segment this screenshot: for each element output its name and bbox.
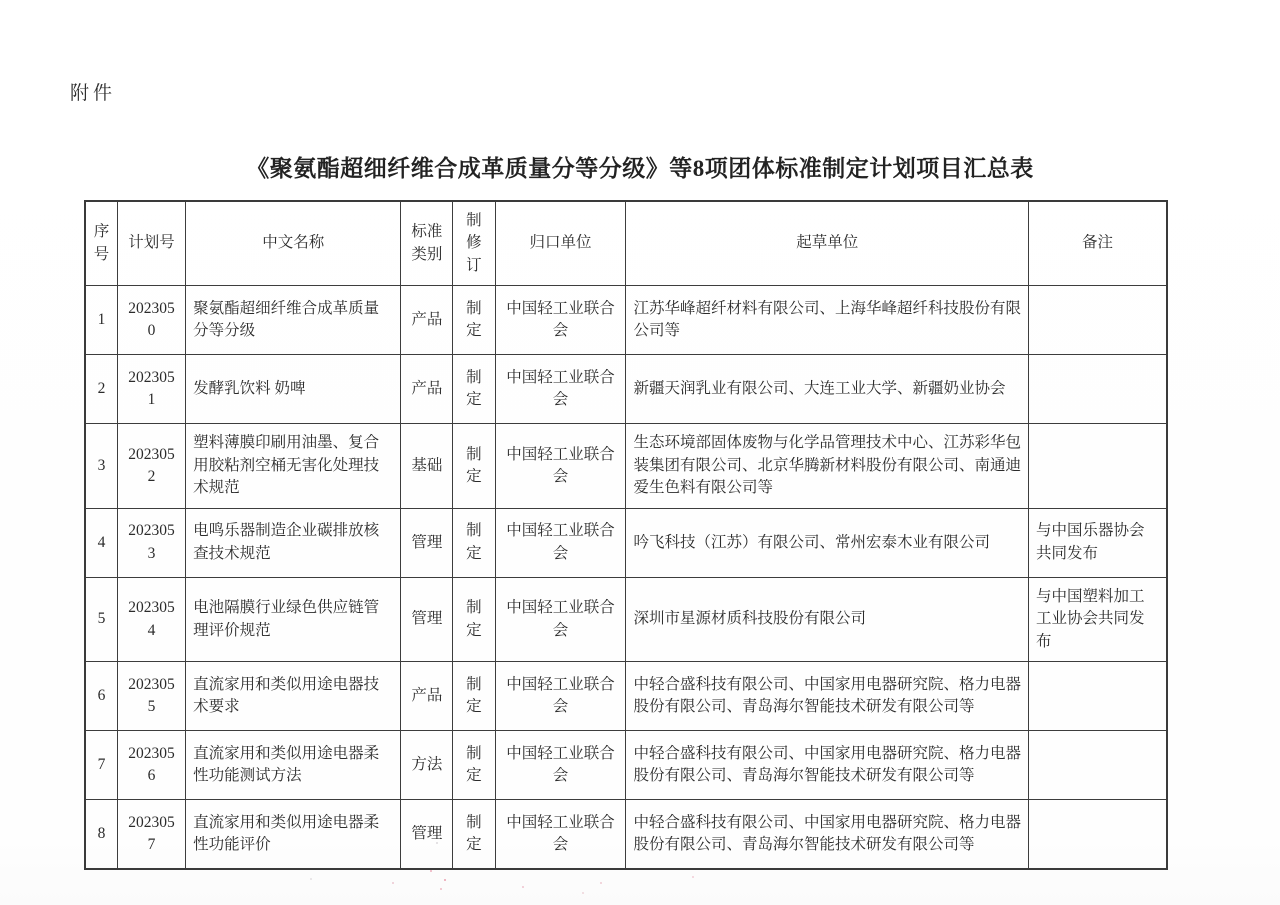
- table-cell: 管理: [401, 508, 453, 577]
- table-cell: 8: [85, 800, 117, 870]
- table-cell: 2023050: [117, 286, 185, 355]
- table-cell: 2023052: [117, 424, 185, 508]
- table-cell: 中国轻工业联合会: [495, 800, 626, 870]
- table-body: [85, 286, 1167, 869]
- column-header-1: 计划号: [117, 201, 185, 286]
- scan-noise-speckles: [430, 870, 432, 872]
- table-cell: 2: [85, 355, 117, 424]
- column-header-6: 起草单位: [626, 201, 1029, 286]
- table-cell: 直流家用和类似用途电器柔性功能评价: [186, 800, 401, 870]
- table-cell: [1028, 424, 1167, 508]
- table-row: [85, 286, 1167, 355]
- table-cell: 吟飞科技（江苏）有限公司、常州宏泰木业有限公司: [626, 508, 1029, 577]
- table-cell: 2023056: [117, 731, 185, 800]
- table-header-row: [85, 201, 1167, 286]
- table-cell: [1028, 286, 1167, 355]
- table-cell: 发酵乳饮料 奶啤: [186, 355, 401, 424]
- table-cell: 基础: [401, 424, 453, 508]
- column-header-4: 制修订: [453, 201, 495, 286]
- document-title: 《聚氨酯超细纤维合成革质量分等分级》等8项团体标准制定计划项目汇总表: [246, 156, 1034, 181]
- table-cell: 制定: [453, 424, 495, 508]
- table-cell: 中轻合盛科技有限公司、中国家用电器研究院、格力电器股份有限公司、青岛海尔智能技术研发有限公司等: [626, 662, 1029, 731]
- table-cell: 中国轻工业联合会: [495, 424, 626, 508]
- table-cell: [1028, 662, 1167, 731]
- table-cell: 中国轻工业联合会: [495, 577, 626, 661]
- table-cell: [1028, 800, 1167, 870]
- table-cell: 中轻合盛科技有限公司、中国家用电器研究院、格力电器股份有限公司、青岛海尔智能技术研发有限公司等: [626, 731, 1029, 800]
- table-cell: 5: [85, 577, 117, 661]
- table-cell: 制定: [453, 662, 495, 731]
- table-cell: 2023051: [117, 355, 185, 424]
- table-cell: 管理: [401, 800, 453, 870]
- table-cell: [1028, 355, 1167, 424]
- table-cell: 制定: [453, 800, 495, 870]
- table-cell: 中国轻工业联合会: [495, 355, 626, 424]
- table-cell: 生态环境部固体废物与化学品管理技术中心、江苏彩华包装集团有限公司、北京华腾新材料股份有限公司、南通迪爱生色料有限公司等: [626, 424, 1029, 508]
- table-cell: 产品: [401, 355, 453, 424]
- column-header-0: 序号: [85, 201, 117, 286]
- column-header-3: 标准类别: [401, 201, 453, 286]
- table-cell: 电鸣乐器制造企业碳排放核查技术规范: [186, 508, 401, 577]
- table-cell: 制定: [453, 577, 495, 661]
- table-row: [85, 355, 1167, 424]
- attachment-label: 附件: [70, 83, 117, 104]
- table-cell: 塑料薄膜印刷用油墨、复合用胶粘剂空桶无害化处理技术规范: [186, 424, 401, 508]
- column-header-2: 中文名称: [186, 201, 401, 286]
- table-cell: 3: [85, 424, 117, 508]
- column-header-7: 备注: [1028, 201, 1167, 286]
- table-cell: 2023053: [117, 508, 185, 577]
- table-cell: 方法: [401, 731, 453, 800]
- table-cell: 2023057: [117, 800, 185, 870]
- table-cell: 中轻合盛科技有限公司、中国家用电器研究院、格力电器股份有限公司、青岛海尔智能技术研发有限公司等: [626, 800, 1029, 870]
- table-cell: 制定: [453, 508, 495, 577]
- standards-table-container: [84, 200, 1168, 870]
- table-cell: 直流家用和类似用途电器技术要求: [186, 662, 401, 731]
- table-cell: 中国轻工业联合会: [495, 286, 626, 355]
- table-cell: 深圳市星源材质科技股份有限公司: [626, 577, 1029, 661]
- table-cell: 制定: [453, 286, 495, 355]
- table-row: [85, 731, 1167, 800]
- table-cell: 制定: [453, 355, 495, 424]
- table-cell: 电池隔膜行业绿色供应链管理评价规范: [186, 577, 401, 661]
- table-cell: 2023055: [117, 662, 185, 731]
- table-cell: 4: [85, 508, 117, 577]
- table-row: [85, 508, 1167, 577]
- table-cell: 新疆天润乳业有限公司、大连工业大学、新疆奶业协会: [626, 355, 1029, 424]
- table-cell: 中国轻工业联合会: [495, 731, 626, 800]
- table-cell: 7: [85, 731, 117, 800]
- table-cell: 产品: [401, 662, 453, 731]
- table-cell: 产品: [401, 286, 453, 355]
- table-cell: 中国轻工业联合会: [495, 662, 626, 731]
- table-cell: 6: [85, 662, 117, 731]
- table-cell: 与中国塑料加工工业协会共同发布: [1028, 577, 1167, 661]
- table-cell: [1028, 731, 1167, 800]
- table-cell: 与中国乐器协会共同发布: [1028, 508, 1167, 577]
- table-cell: 制定: [453, 731, 495, 800]
- table-cell: 江苏华峰超纤材料有限公司、上海华峰超纤科技股份有限公司等: [626, 286, 1029, 355]
- table-cell: 2023054: [117, 577, 185, 661]
- table-cell: 管理: [401, 577, 453, 661]
- table-header: [85, 201, 1167, 286]
- table-row: [85, 424, 1167, 508]
- table-cell: 中国轻工业联合会: [495, 508, 626, 577]
- table-cell: 直流家用和类似用途电器柔性功能测试方法: [186, 731, 401, 800]
- table-row: [85, 577, 1167, 661]
- table-cell: 1: [85, 286, 117, 355]
- table-row: [85, 800, 1167, 870]
- table-cell: 聚氨酯超细纤维合成革质量分等分级: [186, 286, 401, 355]
- column-header-5: 归口单位: [495, 201, 626, 286]
- table-row: [85, 662, 1167, 731]
- standards-plan-table: [84, 200, 1168, 870]
